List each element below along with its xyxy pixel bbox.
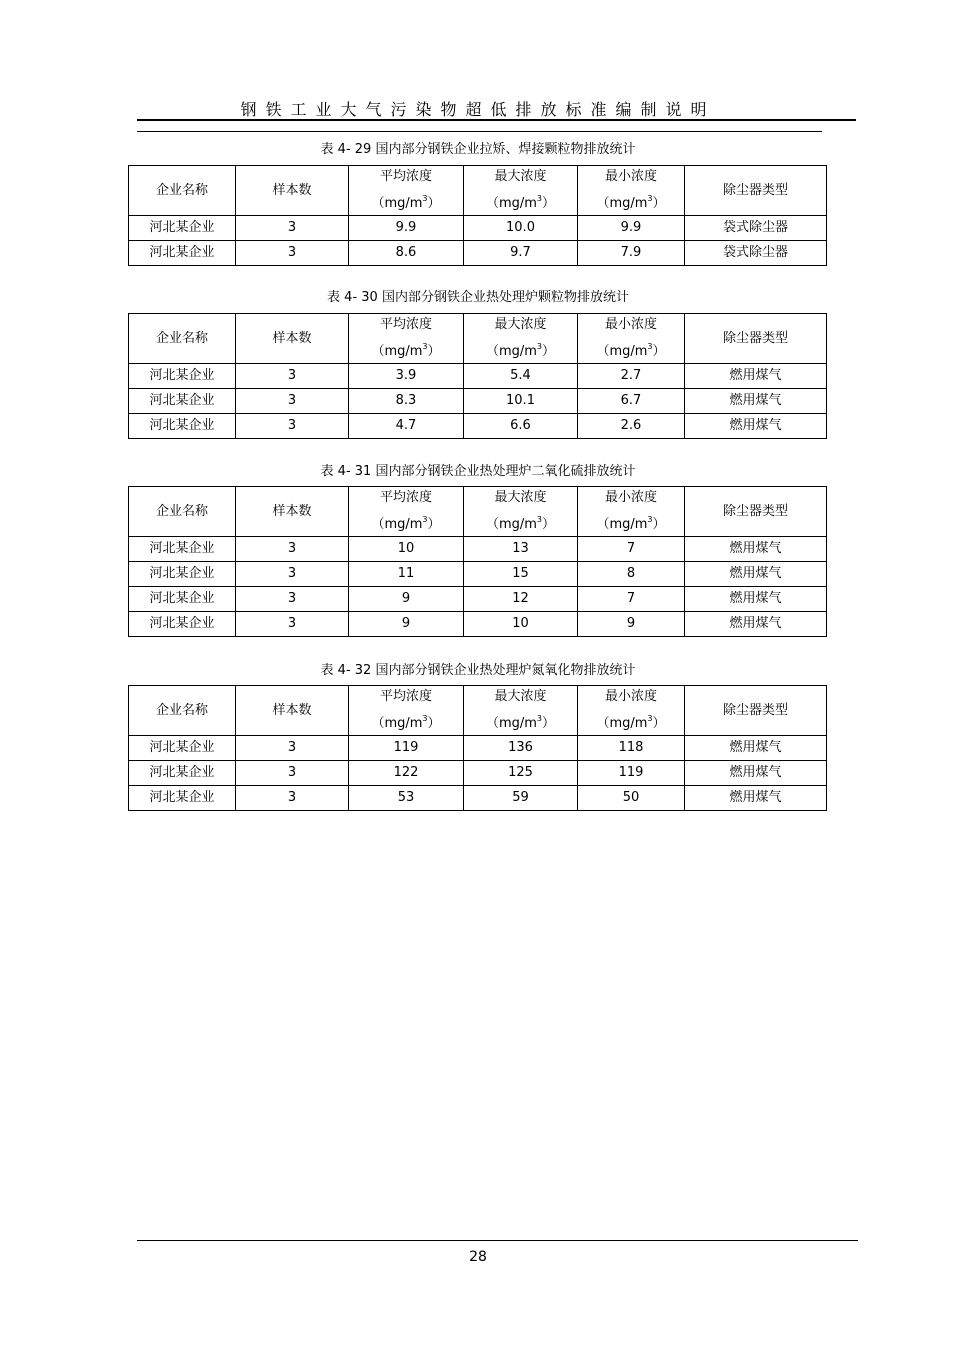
unit-label — [486, 339, 555, 360]
header-label: 最小浓度 — [604, 689, 657, 704]
header-label: 最大浓度 — [494, 689, 547, 704]
unit-base: （mg/m — [485, 716, 537, 731]
cell-type: 燃用煤气 — [685, 786, 827, 811]
cell-avg: 122 — [349, 761, 464, 786]
cell-avg: 3.9 — [349, 364, 464, 389]
cell-samples: 3 — [236, 241, 349, 266]
header-sample-count: 样本数 — [236, 314, 349, 364]
cell-type: 袋式除尘器 — [685, 216, 827, 241]
emission-table — [128, 486, 827, 637]
cell-min: 2.7 — [578, 364, 685, 389]
unit-close: ） — [542, 196, 556, 211]
cell-avg: 119 — [349, 736, 464, 761]
unit-label — [596, 191, 665, 212]
cell-samples: 3 — [236, 389, 349, 414]
cell-samples: 3 — [236, 612, 349, 637]
header-avg-concentration — [349, 686, 464, 736]
header-dust-collector-type: 除尘器类型 — [685, 487, 827, 537]
header-min-concentration — [578, 487, 685, 537]
cell-company: 河北某企业 — [129, 241, 236, 266]
unit-base: （mg/m — [596, 344, 648, 359]
table-row — [129, 736, 827, 761]
header-avg-concentration — [349, 314, 464, 364]
table-row — [129, 216, 827, 241]
cell-min: 6.7 — [578, 389, 685, 414]
unit-close: ） — [652, 344, 666, 359]
header-sample-count: 样本数 — [236, 166, 349, 216]
header-max-concentration — [464, 487, 578, 537]
unit-exponent: 3 — [647, 342, 653, 351]
table-caption: 表 4- 30 国内部分钢铁企业热处理炉颗粒物排放统计 — [327, 290, 629, 305]
page-number: 28 — [469, 1249, 487, 1265]
cell-samples: 3 — [236, 587, 349, 612]
unit-base: （mg/m — [485, 196, 537, 211]
table-header-row — [129, 686, 827, 736]
header-sample-count: 样本数 — [236, 686, 349, 736]
cell-samples: 3 — [236, 414, 349, 439]
unit-close: ） — [427, 716, 441, 731]
unit-exponent: 3 — [422, 342, 428, 351]
cell-company: 河北某企业 — [129, 414, 236, 439]
unit-label — [371, 711, 440, 732]
header-dust-collector-type: 除尘器类型 — [685, 686, 827, 736]
unit-label — [596, 512, 665, 533]
header-avg-concentration — [349, 487, 464, 537]
cell-avg: 9.9 — [349, 216, 464, 241]
cell-company: 河北某企业 — [129, 761, 236, 786]
cell-samples: 3 — [236, 216, 349, 241]
cell-type: 燃用煤气 — [685, 364, 827, 389]
unit-close: ） — [652, 716, 666, 731]
cell-type: 燃用煤气 — [685, 414, 827, 439]
unit-close: ） — [427, 517, 441, 532]
unit-base: （mg/m — [371, 344, 423, 359]
cell-samples: 3 — [236, 537, 349, 562]
table-row — [129, 761, 827, 786]
cell-avg: 53 — [349, 786, 464, 811]
cell-max: 6.6 — [464, 414, 578, 439]
cell-avg: 8.3 — [349, 389, 464, 414]
cell-min: 118 — [578, 736, 685, 761]
header-rule-thick — [137, 119, 856, 121]
header-label: 平均浓度 — [379, 169, 432, 184]
header-min-concentration — [578, 314, 685, 364]
cell-samples: 3 — [236, 736, 349, 761]
cell-samples: 3 — [236, 364, 349, 389]
unit-base: （mg/m — [596, 517, 648, 532]
unit-base: （mg/m — [596, 716, 648, 731]
header-max-concentration — [464, 166, 578, 216]
unit-exponent: 3 — [536, 714, 543, 723]
cell-avg: 9 — [349, 612, 464, 637]
unit-close: ） — [427, 196, 441, 211]
header-max-concentration — [464, 686, 578, 736]
cell-company: 河北某企业 — [129, 537, 236, 562]
emission-table — [128, 165, 827, 266]
cell-type: 燃用煤气 — [685, 587, 827, 612]
footer-rule — [137, 1240, 858, 1241]
cell-samples: 3 — [236, 761, 349, 786]
cell-company: 河北某企业 — [129, 216, 236, 241]
cell-type: 燃用煤气 — [685, 612, 827, 637]
cell-avg: 9 — [349, 587, 464, 612]
unit-label — [486, 711, 555, 732]
unit-exponent: 3 — [422, 194, 428, 203]
header-dust-collector-type: 除尘器类型 — [685, 166, 827, 216]
unit-base: （mg/m — [485, 344, 537, 359]
cell-type: 袋式除尘器 — [685, 241, 827, 266]
table-row — [129, 786, 827, 811]
cell-company: 河北某企业 — [129, 562, 236, 587]
cell-min: 7 — [578, 587, 685, 612]
cell-type: 燃用煤气 — [685, 761, 827, 786]
cell-min: 119 — [578, 761, 685, 786]
unit-label — [596, 711, 665, 732]
unit-exponent: 3 — [536, 515, 543, 524]
header-label: 最小浓度 — [604, 169, 657, 184]
header-label: 最小浓度 — [604, 490, 657, 505]
table-row — [129, 562, 827, 587]
unit-exponent: 3 — [647, 515, 653, 524]
header-min-concentration — [578, 166, 685, 216]
cell-min: 50 — [578, 786, 685, 811]
header-label: 平均浓度 — [379, 317, 432, 332]
cell-type: 燃用煤气 — [685, 562, 827, 587]
table-row — [129, 389, 827, 414]
table-row — [129, 364, 827, 389]
unit-label — [371, 191, 440, 212]
table-caption: 表 4- 32 国内部分钢铁企业热处理炉氮氧化物排放统计 — [320, 663, 636, 678]
unit-exponent: 3 — [536, 194, 543, 203]
unit-exponent: 3 — [647, 194, 653, 203]
unit-exponent: 3 — [422, 515, 428, 524]
cell-max: 10 — [464, 612, 578, 637]
cell-samples: 3 — [236, 786, 349, 811]
cell-company: 河北某企业 — [129, 389, 236, 414]
header-min-concentration — [578, 686, 685, 736]
unit-label — [596, 339, 665, 360]
table-header-row — [129, 314, 827, 364]
header-company-name: 企业名称 — [129, 166, 236, 216]
cell-samples: 3 — [236, 562, 349, 587]
table-header-row — [129, 487, 827, 537]
cell-max: 59 — [464, 786, 578, 811]
emission-table — [128, 313, 827, 439]
header-company-name: 企业名称 — [129, 314, 236, 364]
cell-company: 河北某企业 — [129, 612, 236, 637]
cell-max: 13 — [464, 537, 578, 562]
unit-base: （mg/m — [371, 517, 423, 532]
unit-exponent: 3 — [536, 342, 543, 351]
header-label: 最大浓度 — [494, 490, 547, 505]
unit-label — [486, 191, 555, 212]
table-row — [129, 537, 827, 562]
cell-max: 136 — [464, 736, 578, 761]
table-row — [129, 612, 827, 637]
cell-avg: 11 — [349, 562, 464, 587]
cell-min: 2.6 — [578, 414, 685, 439]
unit-close: ） — [542, 716, 556, 731]
cell-company: 河北某企业 — [129, 364, 236, 389]
cell-max: 10.0 — [464, 216, 578, 241]
cell-min: 9 — [578, 612, 685, 637]
cell-type: 燃用煤气 — [685, 537, 827, 562]
table-row — [129, 414, 827, 439]
header-dust-collector-type: 除尘器类型 — [685, 314, 827, 364]
emission-table — [128, 685, 827, 811]
table-header-row — [129, 166, 827, 216]
header-company-name: 企业名称 — [129, 686, 236, 736]
cell-max: 125 — [464, 761, 578, 786]
header-rule-thin — [137, 131, 822, 132]
cell-avg: 8.6 — [349, 241, 464, 266]
cell-max: 12 — [464, 587, 578, 612]
cell-company: 河北某企业 — [129, 587, 236, 612]
cell-min: 7 — [578, 537, 685, 562]
unit-base: （mg/m — [371, 196, 423, 211]
unit-close: ） — [542, 344, 556, 359]
table-row — [129, 587, 827, 612]
cell-max: 15 — [464, 562, 578, 587]
unit-exponent: 3 — [422, 714, 428, 723]
unit-close: ） — [427, 344, 441, 359]
unit-close: ） — [542, 517, 556, 532]
cell-company: 河北某企业 — [129, 786, 236, 811]
unit-label — [486, 512, 555, 533]
unit-close: ） — [652, 196, 666, 211]
header-label: 最大浓度 — [494, 317, 547, 332]
unit-label — [371, 339, 440, 360]
unit-base: （mg/m — [371, 716, 423, 731]
unit-base: （mg/m — [485, 517, 537, 532]
cell-min: 8 — [578, 562, 685, 587]
table-caption: 表 4- 31 国内部分钢铁企业热处理炉二氧化硫排放统计 — [320, 464, 636, 479]
table-row — [129, 241, 827, 266]
cell-min: 7.9 — [578, 241, 685, 266]
header-sample-count: 样本数 — [236, 487, 349, 537]
cell-avg: 10 — [349, 537, 464, 562]
cell-avg: 4.7 — [349, 414, 464, 439]
table-caption: 表 4- 29 国内部分钢铁企业拉矫、焊接颗粒物排放统计 — [320, 142, 636, 157]
unit-label — [371, 512, 440, 533]
header-label: 最大浓度 — [494, 169, 547, 184]
unit-exponent: 3 — [647, 714, 653, 723]
unit-base: （mg/m — [596, 196, 648, 211]
cell-min: 9.9 — [578, 216, 685, 241]
header-label: 平均浓度 — [379, 490, 432, 505]
cell-type: 燃用煤气 — [685, 389, 827, 414]
cell-max: 5.4 — [464, 364, 578, 389]
header-max-concentration — [464, 314, 578, 364]
cell-company: 河北某企业 — [129, 736, 236, 761]
document-header-title: 钢铁工业大气污染物超低排放标准编制说明 — [240, 100, 716, 119]
header-avg-concentration — [349, 166, 464, 216]
header-label: 最小浓度 — [604, 317, 657, 332]
header-company-name: 企业名称 — [129, 487, 236, 537]
cell-max: 9.7 — [464, 241, 578, 266]
cell-type: 燃用煤气 — [685, 736, 827, 761]
unit-close: ） — [652, 517, 666, 532]
header-label: 平均浓度 — [379, 689, 432, 704]
cell-max: 10.1 — [464, 389, 578, 414]
